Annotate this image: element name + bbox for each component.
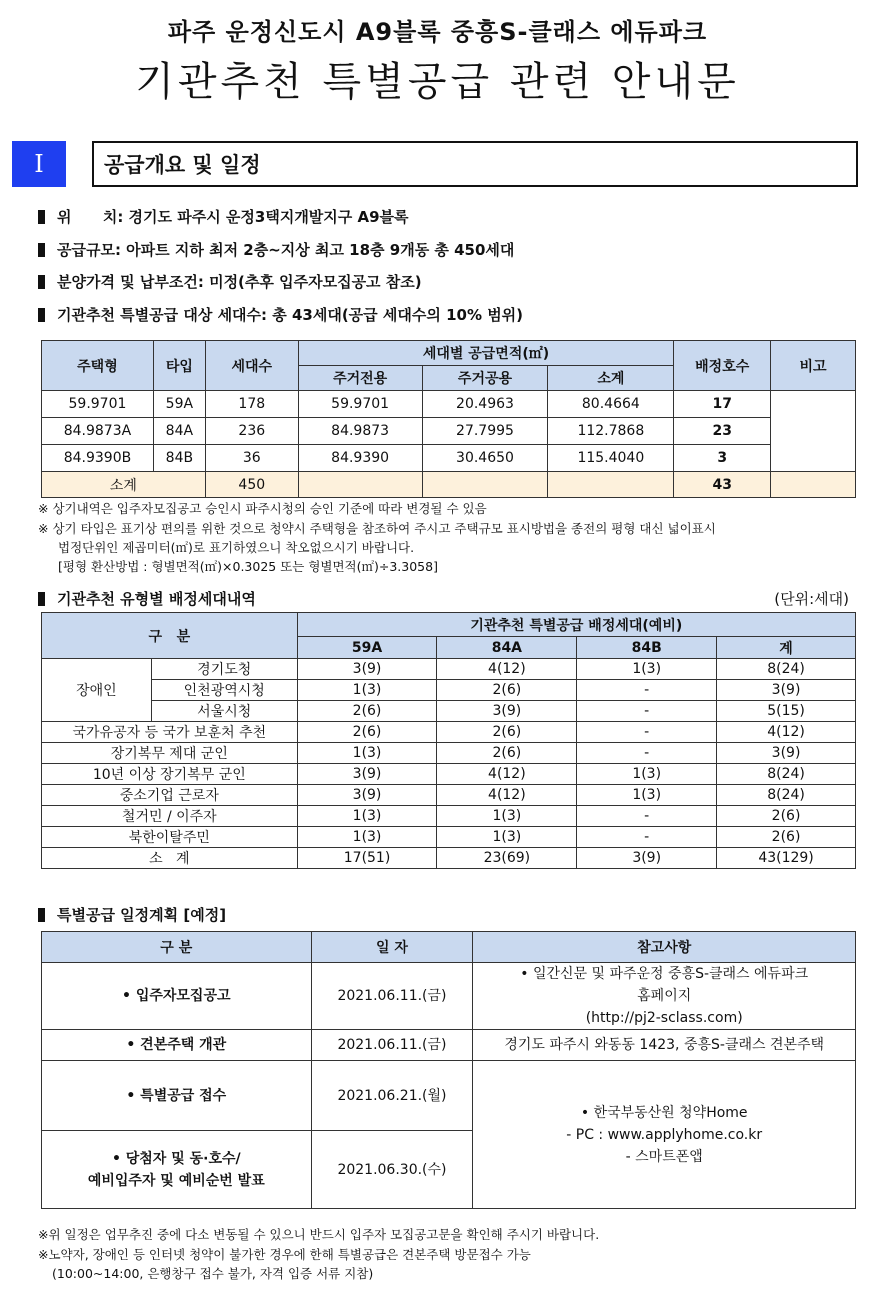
square-bullet-icon [38,592,45,606]
table-row: • 특별공급 접수 2021.06.21.(월) • 한국부동산원 청약Home - PC : www.applyhome.co.kr - 스마트폰앱 [42,1061,856,1131]
header-area-group: 세대별 공급면적(㎡) [298,341,674,366]
header-gubun: 구 분 [42,613,298,659]
section-number: I [12,141,66,187]
bullet-scale: 공급규모: 아파트 지하 최저 2층~지상 최고 18층 9개동 총 450세대 [38,239,514,260]
table-row: 장애인 경기도청 3(9) 4(12) 1(3) 8(24) [42,659,856,680]
header-remarks: 비고 [771,341,856,391]
header-area-subtotal: 소계 [548,366,674,391]
header-84a: 84A [437,637,577,659]
header-common-area: 주거공용 [422,366,548,391]
header-total: 계 [717,637,856,659]
table-row: 철거민 / 이주자 1(3) 1(3) - 2(6) [42,806,856,827]
footer-note: (10:00~14:00, 은행창구 접수 불가, 자격 입증 서류 지참) [52,1266,374,1281]
bullet-price: 분양가격 및 납부조건: 미정(추후 입주자모집공고 참조) [38,271,422,292]
square-bullet-icon [38,908,45,922]
header-housing-type: 주택형 [42,341,154,391]
allocation-table [41,612,856,869]
document-subtitle: 기관추천 특별공급 관련 안내문 [135,59,740,105]
table-row: 84.9390B 84B 36 84.9390 30.4650 115.4040 3 [42,445,856,472]
square-bullet-icon [38,243,45,257]
document-title: 파주 운정신도시 A9블록 중흥S-클래스 에듀파크 [167,18,708,46]
remarks-cell [771,391,856,472]
footer-note: ※위 일정은 업무추진 중에 다소 변동될 수 있으니 반드시 입주자 모집공고문을 확인해 주시기 바랍니다. [38,1227,600,1242]
header-private-area: 주거전용 [298,366,422,391]
square-bullet-icon [38,210,45,224]
shared-note-cell: • 한국부동산원 청약Home - PC : www.applyhome.co.kr - 스마트폰앱 [473,1061,856,1209]
table-row: 북한이탈주민 1(3) 1(3) - 2(6) [42,827,856,848]
table-row: 10년 이상 장기복무 군인 3(9) 4(12) 1(3) 8(24) [42,764,856,785]
header-date: 일 자 [311,932,473,963]
note-line: [평형 환산방법 : 형별면적(㎡)×0.3025 또는 형별면적(㎡)÷3.3058] [58,559,438,574]
note-line: 법정단위인 제곱미터(㎡)로 표기하였으니 착오없으시기 바랍니다. [58,540,415,555]
note-line: ※ 상기내역은 입주자모집공고 승인시 파주시청의 승인 기준에 따라 변경될 수 있음 [38,501,487,516]
header-category: 구 분 [42,932,312,963]
header-84b: 84B [577,637,717,659]
table-row: 84.9873A 84A 236 84.9873 27.7995 112.7868 23 [42,418,856,445]
section-title: 공급개요 및 일정 [92,141,858,187]
note-line: ※ 상기 타입은 표기상 편의를 위한 것으로 청약시 주택형을 참조하여 주시고 주택규모 표시방법을 종전의 평형 대신 넓이표시 [38,521,716,536]
table-row: • 당첨자 및 동·호수/ 예비입주자 및 예비순번 발표 2021.06.30.(수) [42,1131,856,1209]
table-row: 중소기업 근로자 3(9) 4(12) 1(3) 8(24) [42,785,856,806]
table-row: 59.9701 59A 178 59.9701 20.4963 80.4664 17 [42,391,856,418]
section2-title: 기관추천 유형별 배정세대내역 [38,588,256,609]
supply-table [41,340,856,498]
schedule-table [41,931,856,1209]
header-notes: 참고사항 [473,932,856,963]
table-row: 장기복무 제대 군인 1(3) 2(6) - 3(9) [42,743,856,764]
bullet-location: 위 치: 경기도 파주시 운정3택지개발지구 A9블록 [38,206,409,227]
square-bullet-icon [38,275,45,289]
table-row: 국가유공자 등 국가 보훈처 추천 2(6) 2(6) - 4(12) [42,722,856,743]
table-row: • 견본주택 개관 2021.06.11.(금) 경기도 파주시 와동동 1423, 중흥S-클래스 견본주택 [42,1030,856,1061]
header-units: 세대수 [205,341,298,391]
table-row: • 입주자모집공고 2021.06.11.(금) • 일간신문 및 파주운정 중흥S-클래스 에듀파크 홈페이지 (http://pj2-sclass.com) [42,963,856,1030]
header-allocated: 배정호수 [674,341,771,391]
unit-label: (단위:세대) [774,590,849,608]
section3-title: 특별공급 일정계획 [예정] [38,904,226,925]
disabled-group-label: 장애인 [42,659,152,722]
square-bullet-icon [38,308,45,322]
table-row: 서울시청 2(6) 3(9) - 5(15) [42,701,856,722]
header-59a: 59A [297,637,437,659]
header-allocation-group: 기관추천 특별공급 배정세대(예비) [297,613,855,637]
table-row-sum: 소계 450 43 [42,472,856,498]
bullet-target-units: 기관추천 특별공급 대상 세대수: 총 43세대(공급 세대수의 10% 범위) [38,304,523,325]
header-type: 타입 [153,341,205,391]
table-row: 인천광역시청 1(3) 2(6) - 3(9) [42,680,856,701]
footer-note: ※노약자, 장애인 등 인터넷 청약이 불가한 경우에 한해 특별공급은 견본주택 방문접수 가능 [38,1247,531,1262]
table-row-sum: 소 계 17(51) 23(69) 3(9) 43(129) [42,848,856,869]
